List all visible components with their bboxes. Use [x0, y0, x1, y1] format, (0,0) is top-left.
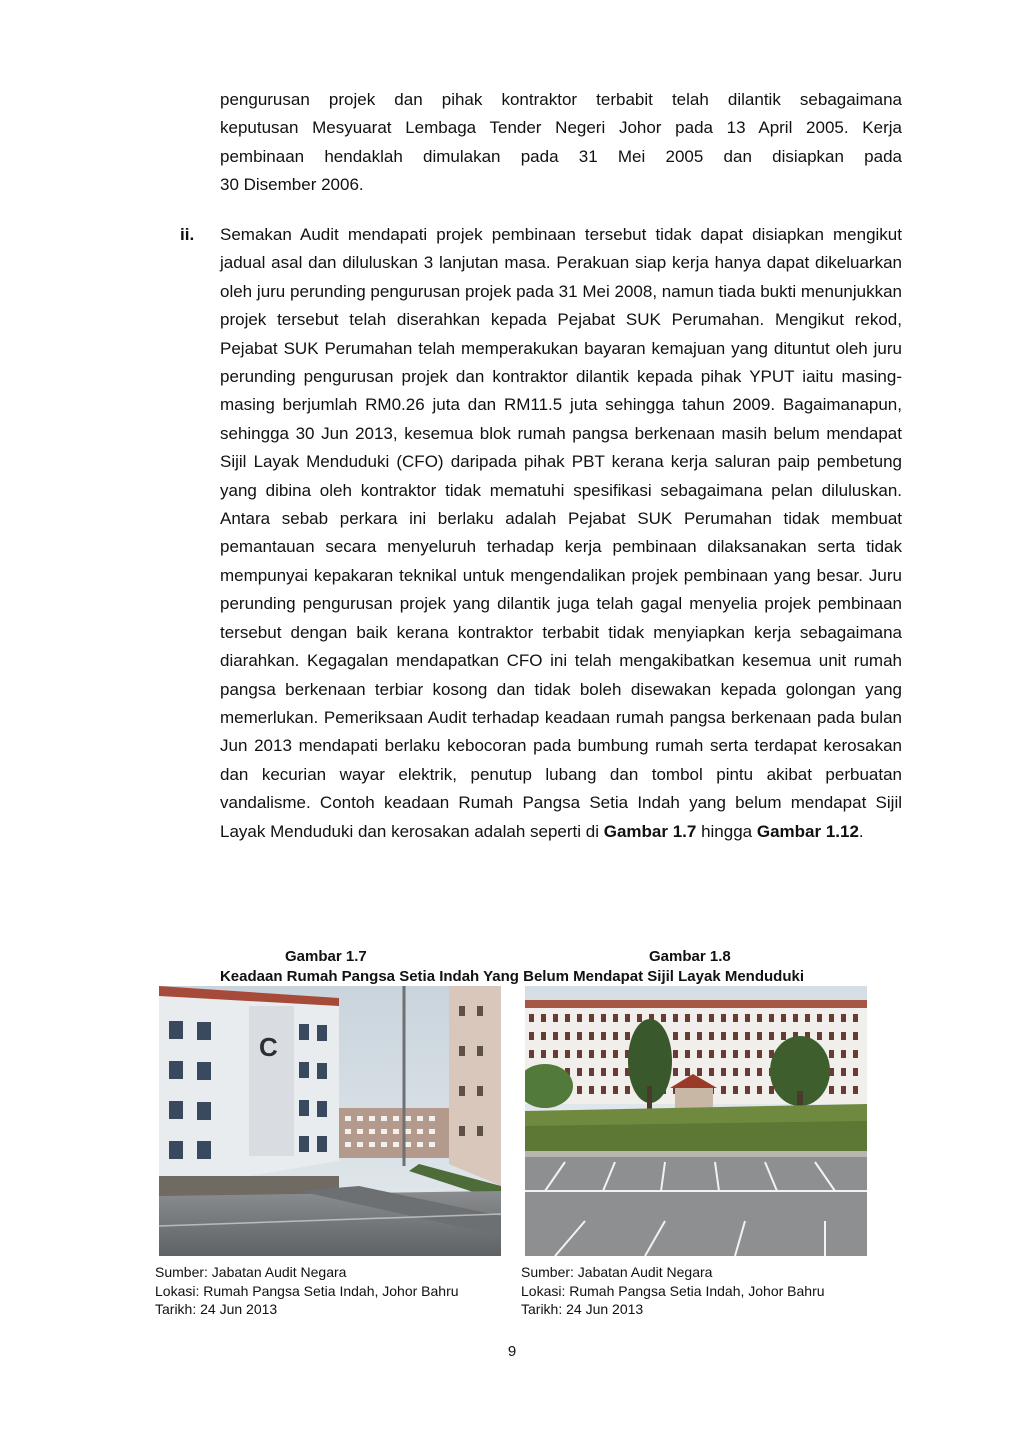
figure-number-1: Gambar 1.7 — [285, 948, 367, 965]
photo-1-source — [155, 1263, 459, 1319]
figure-reference-start: Gambar 1.7 — [603, 821, 697, 841]
date-line: Tarikh: 24 Jun 2013 — [521, 1301, 644, 1317]
paragraph-continuation — [220, 86, 902, 200]
photo-building-block-c — [159, 986, 501, 1256]
figure-reference-end: Gambar 1.12 — [756, 821, 859, 841]
paragraph-body: Semakan Audit mendapati projek pembinaan tersebut tidak dapat disiapkan mengikut jadual asal dan diluluskan 3 lanjutan masa. Perakuan siap kerja hanya dapat dikeluarkan oleh juru perunding pengurusan projek pada 31 Mei 2008, namun tiada bukti menunjukkan projek tersebut telah diserahkan kepada Pejabat SUK Perumahan. Mengikut rekod, Pejabat SUK Perumahan telah memperakukan bayaran kemajuan yang dituntut oleh juru perunding pengurusan projek dan kontraktor dilantik kepada pihak YPUT iaitu masing-masing berjumlah RM0.26 juta dan RM11.5 juta sehingga tahun 2009. Bagaimanapun, sehingga 30 Jun 2013, kesemua blok rumah pangsa berkenaan masih belum mendapat Sijil Layak Menduduki (CFO) daripada pihak PBT kerana kerja saluran paip pembetung yang dibina oleh kontraktor tidak mematuhi spesifikasi sebagaimana pelan diluluskan. Antara sebab perkara ini berlaku adalah Pejabat SUK Perumahan tidak membuat pemantauan secara menyeluruh terhadap kerja pembinaan dilaksanakan serta tidak mempunyai kepakaran teknikal untuk mengendalikan projek pembinaan yang besar. Juru perunding pengurusan projek yang dilantik juga telah gagal menyelia projek pembinaan tersebut dengan baik kerana kontraktor terbabit tidak menyiapkan kerja sebagaimana diarahkan. Kegagalan mendapatkan CFO ini telah mengakibatkan kesemua unit rumah pangsa berkenaan terbiar kosong dan tidak boleh disewakan kepada golongan yang memerlukan. Pemeriksaan Audit terhadap keadaan rumah pangsa berkenaan pada bulan Jun 2013 mendapati berlaku kebocoran pada bumbung rumah serta terdapat kerosakan dan kecurian wayar elektrik, penutup lubang dan tombol pintu akibat perbuatan vandalisme. Contoh keadaan Rumah Pangsa Setia Indah yang belum mendapat Sijil Layak Menduduki dan kerosakan adalah seperti di — [220, 225, 902, 841]
paragraph-connector: hingga — [701, 821, 753, 841]
paragraph-line: pengurusan projek dan pihak kontraktor terbabit telah dilantik sebagaimana — [220, 90, 902, 109]
location-line: Lokasi: Rumah Pangsa Setia Indah, Johor Bahru — [155, 1282, 459, 1299]
photo-building-parking — [525, 986, 867, 1256]
paragraph-end: . — [858, 821, 864, 841]
location-line: Lokasi: Rumah Pangsa Setia Indah, Johor Bahru — [521, 1282, 825, 1299]
paragraph-ii — [220, 221, 902, 846]
paragraph-line: 30 Disember 2006. — [220, 175, 364, 195]
source-line: Sumber: Jabatan Audit Negara — [155, 1264, 347, 1280]
block-label: C — [259, 1032, 278, 1062]
source-line: Sumber: Jabatan Audit Negara — [521, 1264, 713, 1280]
date-line: Tarikh: 24 Jun 2013 — [155, 1301, 278, 1317]
paragraph-line: pembinaan hendaklah dimulakan pada 31 Mei 2005 dan disiapkan pada — [220, 146, 902, 166]
figure-number-2: Gambar 1.8 — [649, 948, 731, 965]
paragraph-line: keputusan Mesyuarat Lembaga Tender Negeri Johor pada 13 April 2005. Kerja — [220, 118, 902, 138]
photo-2-source — [521, 1263, 825, 1319]
figure-caption: Keadaan Rumah Pangsa Setia Indah Yang Belum Mendapat Sijil Layak Menduduki — [219, 968, 805, 985]
list-marker: ii. — [180, 225, 195, 244]
page-number: 9 — [507, 1343, 517, 1360]
